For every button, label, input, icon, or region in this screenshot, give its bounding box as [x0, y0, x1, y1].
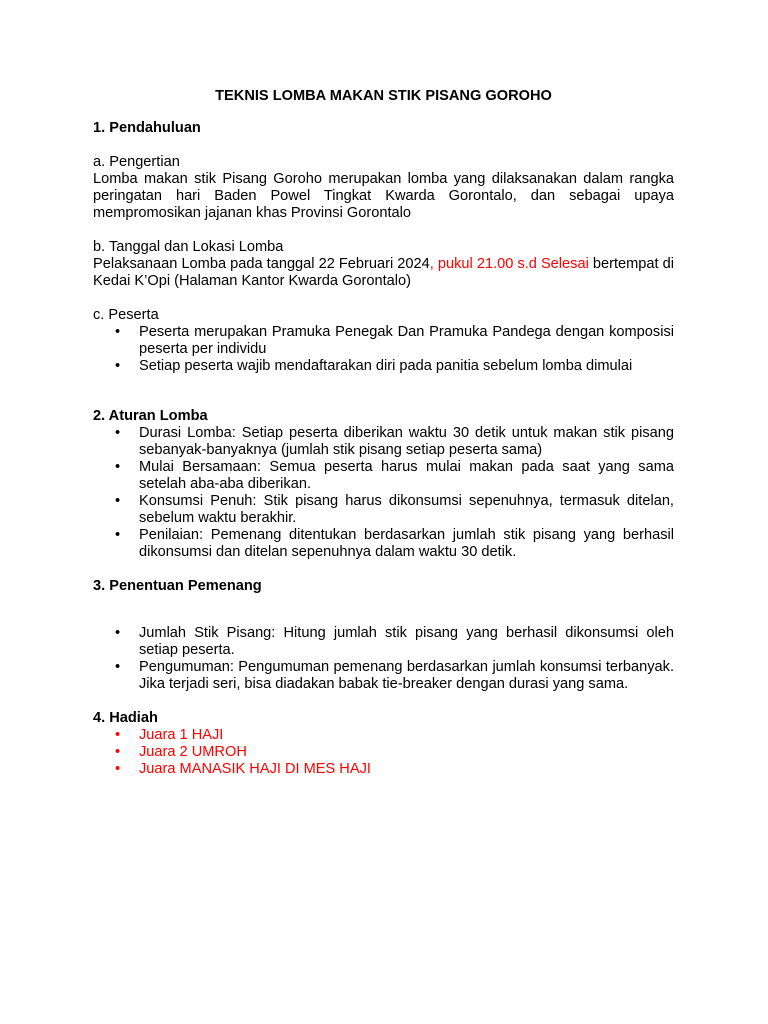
bullet-icon: •: [115, 744, 121, 760]
list-item-text: Konsumsi Penuh: Stik pisang harus dikonsumsi sepenuhnya, termasuk ditelan, sebelum waktu berakhir.: [139, 493, 674, 526]
peserta-list: [93, 324, 674, 375]
list-item: [93, 744, 674, 761]
list-item: [93, 527, 674, 561]
list-item: [93, 358, 674, 375]
bullet-icon: •: [115, 358, 121, 374]
section-aturan: [93, 408, 674, 561]
section-pendahuluan: [93, 120, 674, 375]
list-item: [93, 761, 674, 778]
subsection-label-tanggal: b. Tanggal dan Lokasi Lomba: [93, 239, 284, 255]
aturan-list: [93, 425, 674, 561]
bullet-icon: •: [115, 493, 121, 509]
hadiah-list: [93, 727, 674, 778]
list-item-text: Peserta merupakan Pramuka Penegak Dan Pramuka Pandega dengan komposisi peserta per individu: [139, 324, 674, 357]
section-hadiah: [93, 710, 674, 778]
paragraph-tanggal: [93, 256, 674, 290]
list-item: [93, 659, 674, 693]
list-item: [93, 493, 674, 527]
document-title: TEKNIS LOMBA MAKAN STIK PISANG GOROHO: [215, 88, 552, 104]
bullet-icon: •: [115, 324, 121, 340]
bullet-icon: •: [115, 527, 121, 543]
list-item-text: Pengumuman: Pengumuman pemenang berdasarkan jumlah konsumsi terbanyak. Jika terjadi seri, bisa diadakan babak tie-breaker dengan durasi yang sama.: [139, 659, 674, 692]
section-heading: 4. Hadiah: [93, 710, 158, 726]
list-item: [93, 625, 674, 659]
bullet-icon: •: [115, 659, 121, 675]
bullet-icon: •: [115, 425, 121, 441]
list-item-text: Durasi Lomba: Setiap peserta diberikan waktu 30 detik untuk makan stik pisang sebanyak-banyaknya (jumlah stik pisang setiap peserta sama): [139, 425, 674, 458]
bullet-icon: •: [115, 761, 121, 777]
list-item-text: Juara MANASIK HAJI DI MES HAJI: [139, 761, 371, 777]
list-item: [93, 727, 674, 744]
list-item-text: Setiap peserta wajib mendaftarakan diri pada panitia sebelum lomba dimulai: [139, 358, 633, 374]
section-heading: 3. Penentuan Pemenang: [93, 578, 262, 594]
list-item-text: Juara 1 HAJI: [139, 727, 224, 743]
penentuan-list: [93, 625, 674, 693]
tanggal-time-highlight: , pukul 21.00 s.d Selesai: [429, 256, 589, 272]
list-item: [93, 324, 674, 358]
list-item-text: Penilaian: Pemenang ditentukan berdasarkan jumlah stik pisang yang berhasil dikonsumsi dan ditelan sepenuhnya dalam waktu 30 detik.: [139, 527, 674, 560]
tanggal-text: Pelaksanaan Lomba pada tanggal 22 Februari 2024: [93, 256, 430, 272]
bullet-icon: •: [115, 727, 121, 743]
list-item: [93, 425, 674, 459]
tanggal-location: bertempat di Kedai K’Opi (Halaman Kantor Kwarda Gorontalo): [93, 256, 675, 289]
list-item-text: Juara 2 UMROH: [139, 744, 247, 760]
subsection-label-peserta: c. Peserta: [93, 307, 159, 323]
list-item-text: Jumlah Stik Pisang: Hitung jumlah stik pisang yang berhasil dikonsumsi oleh setiap peserta.: [139, 625, 674, 658]
document-page: [93, 88, 674, 778]
section-heading: 2. Aturan Lomba: [93, 408, 208, 424]
list-item-text: Mulai Bersamaan: Semua peserta harus mulai makan pada saat yang sama setelah aba-aba diberikan.: [139, 459, 674, 492]
section-heading: 1. Pendahuluan: [93, 120, 201, 136]
bullet-icon: •: [115, 625, 121, 641]
list-item: [93, 459, 674, 493]
section-penentuan: [93, 578, 674, 693]
paragraph-pengertian: Lomba makan stik Pisang Goroho merupakan lomba yang dilaksanakan dalam rangka peringatan hari Baden Powel Tingkat Kwarda Gorontalo, dan sebagai upaya mempromosikan jajanan khas Provinsi Gorontalo: [93, 171, 674, 221]
subsection-label-pengertian: a. Pengertian: [93, 154, 180, 170]
bullet-icon: •: [115, 459, 121, 475]
